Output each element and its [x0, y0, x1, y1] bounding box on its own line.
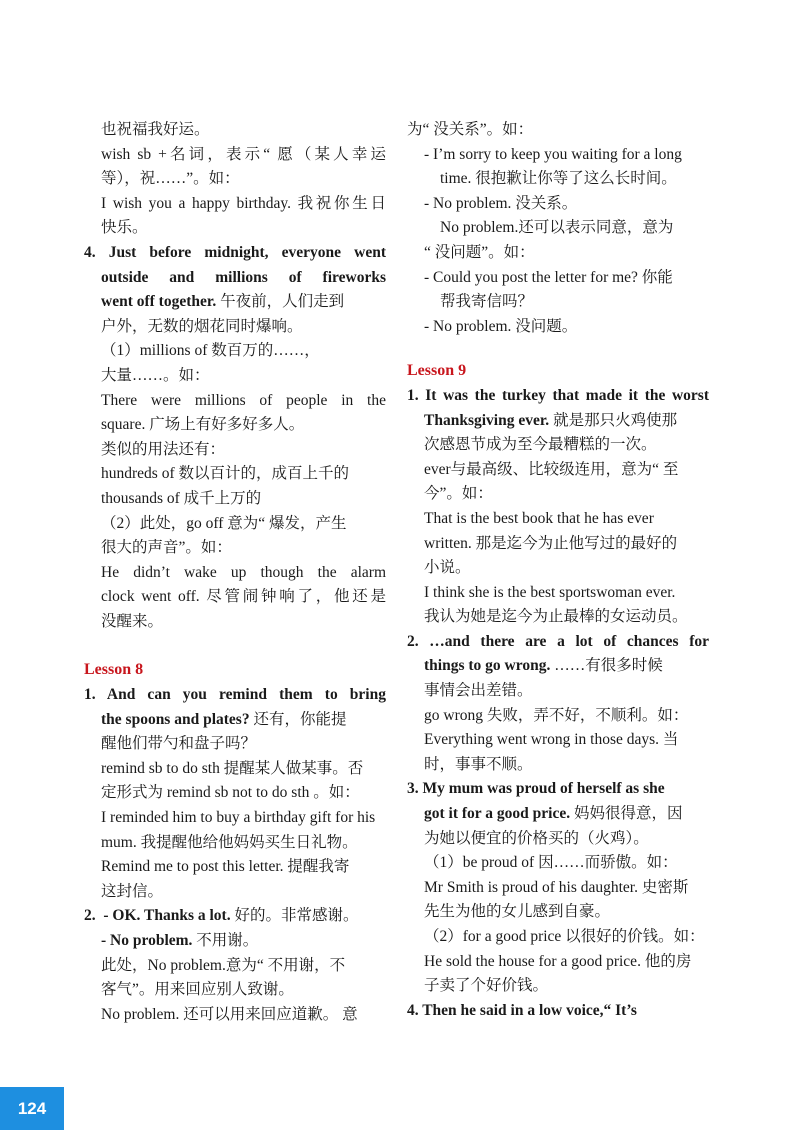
sentence-heading: got it for a good price. — [424, 805, 571, 823]
text-line: 时，事事不顺。 — [424, 755, 533, 773]
text-line: 类似的用法还有： — [101, 440, 226, 458]
text-line: hundreds of 数以百计的，成百上千的 — [101, 465, 349, 483]
text-line: “ 没问题”。如： — [424, 243, 535, 261]
text-line: （2）for a good price 以很好的价钱。如： — [424, 928, 705, 945]
text-line: written. 那是迄今为止他写过的最好的 — [424, 534, 678, 552]
translation: 不用谢。 — [192, 932, 259, 949]
text-line: No problem. 还可以用来回应道歉。 意 — [101, 1005, 358, 1023]
translation: 还有，你能提 — [249, 710, 347, 728]
text-line: 等），祝……”。如： — [101, 170, 240, 188]
sentence-heading: Thanksgiving ever. — [424, 411, 550, 429]
right-column — [407, 118, 709, 1023]
sentence-heading: outside and millions of fireworks — [101, 268, 386, 286]
translation: 就是那只火鸡使那 — [549, 411, 678, 429]
sentence-heading: 1. And can you remind them to bring — [84, 686, 386, 704]
text-line: 我认为她是迄今为止最棒的女运动员。 — [424, 608, 688, 626]
text-line: 户外，无数的烟花同时爆响。 — [101, 317, 303, 335]
text-line: Everything went wrong in those days. 当 — [424, 731, 679, 749]
text-line: 很大的声音”。如： — [101, 539, 232, 557]
text-line: 快乐。 — [101, 219, 148, 237]
text-line: - No problem. 没问题。 — [424, 317, 578, 335]
page-number: 124 — [17, 1098, 47, 1118]
text-line: 没醒来。 — [101, 612, 164, 630]
text-line: I wish you a happy birthday. 我祝你生日 — [101, 194, 386, 212]
sentence-heading: 2. …and there are a lot of chances for — [407, 632, 709, 650]
translation: ……有很多时候 — [550, 657, 663, 675]
text-line — [84, 290, 386, 315]
sentence-heading: things to go wrong. — [424, 657, 551, 675]
text-line: - I’m sorry to keep you waiting for a long — [424, 145, 682, 163]
page-number-badge — [0, 1087, 64, 1130]
text-line — [407, 802, 709, 827]
text-line — [84, 708, 386, 733]
sentence-heading: 3. My mum was proud of herself as she — [407, 780, 665, 798]
text-line: 大量……。如： — [101, 366, 210, 384]
text-line: 醒他们带勺和盘子吗？ — [101, 735, 257, 753]
text-line — [407, 654, 709, 679]
text-line: time. 很抱歉让你等了这么长时间。 — [440, 170, 677, 188]
lesson-heading: Lesson 9 — [407, 362, 467, 380]
dialogue-line: - No problem. — [101, 932, 193, 949]
text-line: 子卖了个好价钱。 — [424, 977, 549, 995]
text-line: 事情会出差错。 — [424, 682, 533, 700]
text-line — [407, 409, 709, 434]
sentence-heading: went off together. — [101, 293, 217, 311]
text-line — [84, 904, 386, 929]
item-number: 2. — [84, 907, 96, 925]
text-line: I think she is the best sportswoman ever. — [424, 583, 676, 601]
text-line: （1）millions of 数百万的……， — [101, 342, 320, 360]
sentence-heading: 1. It was the turkey that made it the worst — [407, 386, 709, 404]
text-line: - Could you post the letter for me? 你能 — [424, 268, 673, 286]
text-line: 为“ 没关系”。如： — [407, 121, 534, 138]
lesson-heading: Lesson 8 — [84, 661, 144, 679]
text-line: 也祝福我好运。 — [101, 121, 210, 138]
text-line: He sold the house for a good price. 他的房 — [424, 952, 692, 970]
translation: 妈妈很得意，因 — [570, 805, 683, 823]
text-line: （1）be proud of 因……而骄傲。如： — [424, 854, 678, 872]
text-line: 客气”。用来回应别人致谢。 — [101, 981, 294, 999]
text-line — [84, 929, 386, 954]
text-line: That is the best book that he has ever — [424, 509, 654, 527]
sentence-heading: 4. Just before midnight, everyone went — [84, 243, 386, 261]
left-column — [84, 118, 386, 1027]
sentence-heading: the spoons and plates? — [101, 710, 250, 728]
text-line: No problem.还可以表示同意，意为 — [440, 219, 674, 237]
text-line: 这封信。 — [101, 882, 164, 900]
text-line: I reminded him to buy a birthday gift for his — [101, 809, 376, 827]
text-line: clock went off. 尽管闹钟响了，他还是 — [101, 588, 386, 606]
text-line: 先生为他的女儿感到自豪。 — [424, 903, 611, 921]
dialogue-line: - OK. Thanks a lot. — [103, 907, 231, 925]
text-line: - No problem. 没关系。 — [424, 194, 578, 212]
text-line: square. 广场上有好多好多人。 — [101, 416, 305, 434]
text-line: 定形式为 remind sb not to do sth 。如： — [101, 784, 360, 802]
text-line: wish sb +名词，表示“ 愿（某人幸运 — [101, 145, 386, 163]
text-line: 小说。 — [424, 559, 471, 577]
text-line: go wrong 失败，弄不好，不顺利。如： — [424, 706, 689, 724]
text-line: 帮我寄信吗？ — [440, 293, 534, 311]
text-line: （2）此处，go off 意为“ 爆发，产生 — [101, 514, 347, 532]
text-line: There were millions of people in the — [101, 391, 386, 409]
sentence-heading: 4. Then he said in a low voice,“ It’s — [407, 1001, 637, 1019]
text-line: 次感恩节成为至今最糟糕的一次。 — [424, 436, 657, 454]
text-line: 为她以便宜的价格买的（火鸡）。 — [424, 829, 649, 847]
translation: 午夜前，人们走到 — [216, 293, 345, 311]
text-line: 此处，No problem.意为“ 不用谢，不 — [101, 956, 346, 974]
text-line: mum. 我提醒他给他妈妈买生日礼物。 — [101, 833, 358, 851]
text-line: He didn’t wake up though the alarm — [101, 563, 386, 581]
text-line: remind sb to do sth 提醒某人做某事。否 — [101, 759, 364, 777]
text-line: Remind me to post this letter. 提醒我寄 — [101, 858, 350, 876]
text-line: thousands of 成千上万的 — [101, 489, 262, 507]
text-line: Mr Smith is proud of his daughter. 史密斯 — [424, 878, 689, 896]
text-line: 今”。如： — [424, 485, 493, 503]
translation: 好的。非常感谢。 — [230, 907, 359, 925]
text-line: ever与最高级、比较级连用，意为“ 至 — [424, 460, 679, 478]
